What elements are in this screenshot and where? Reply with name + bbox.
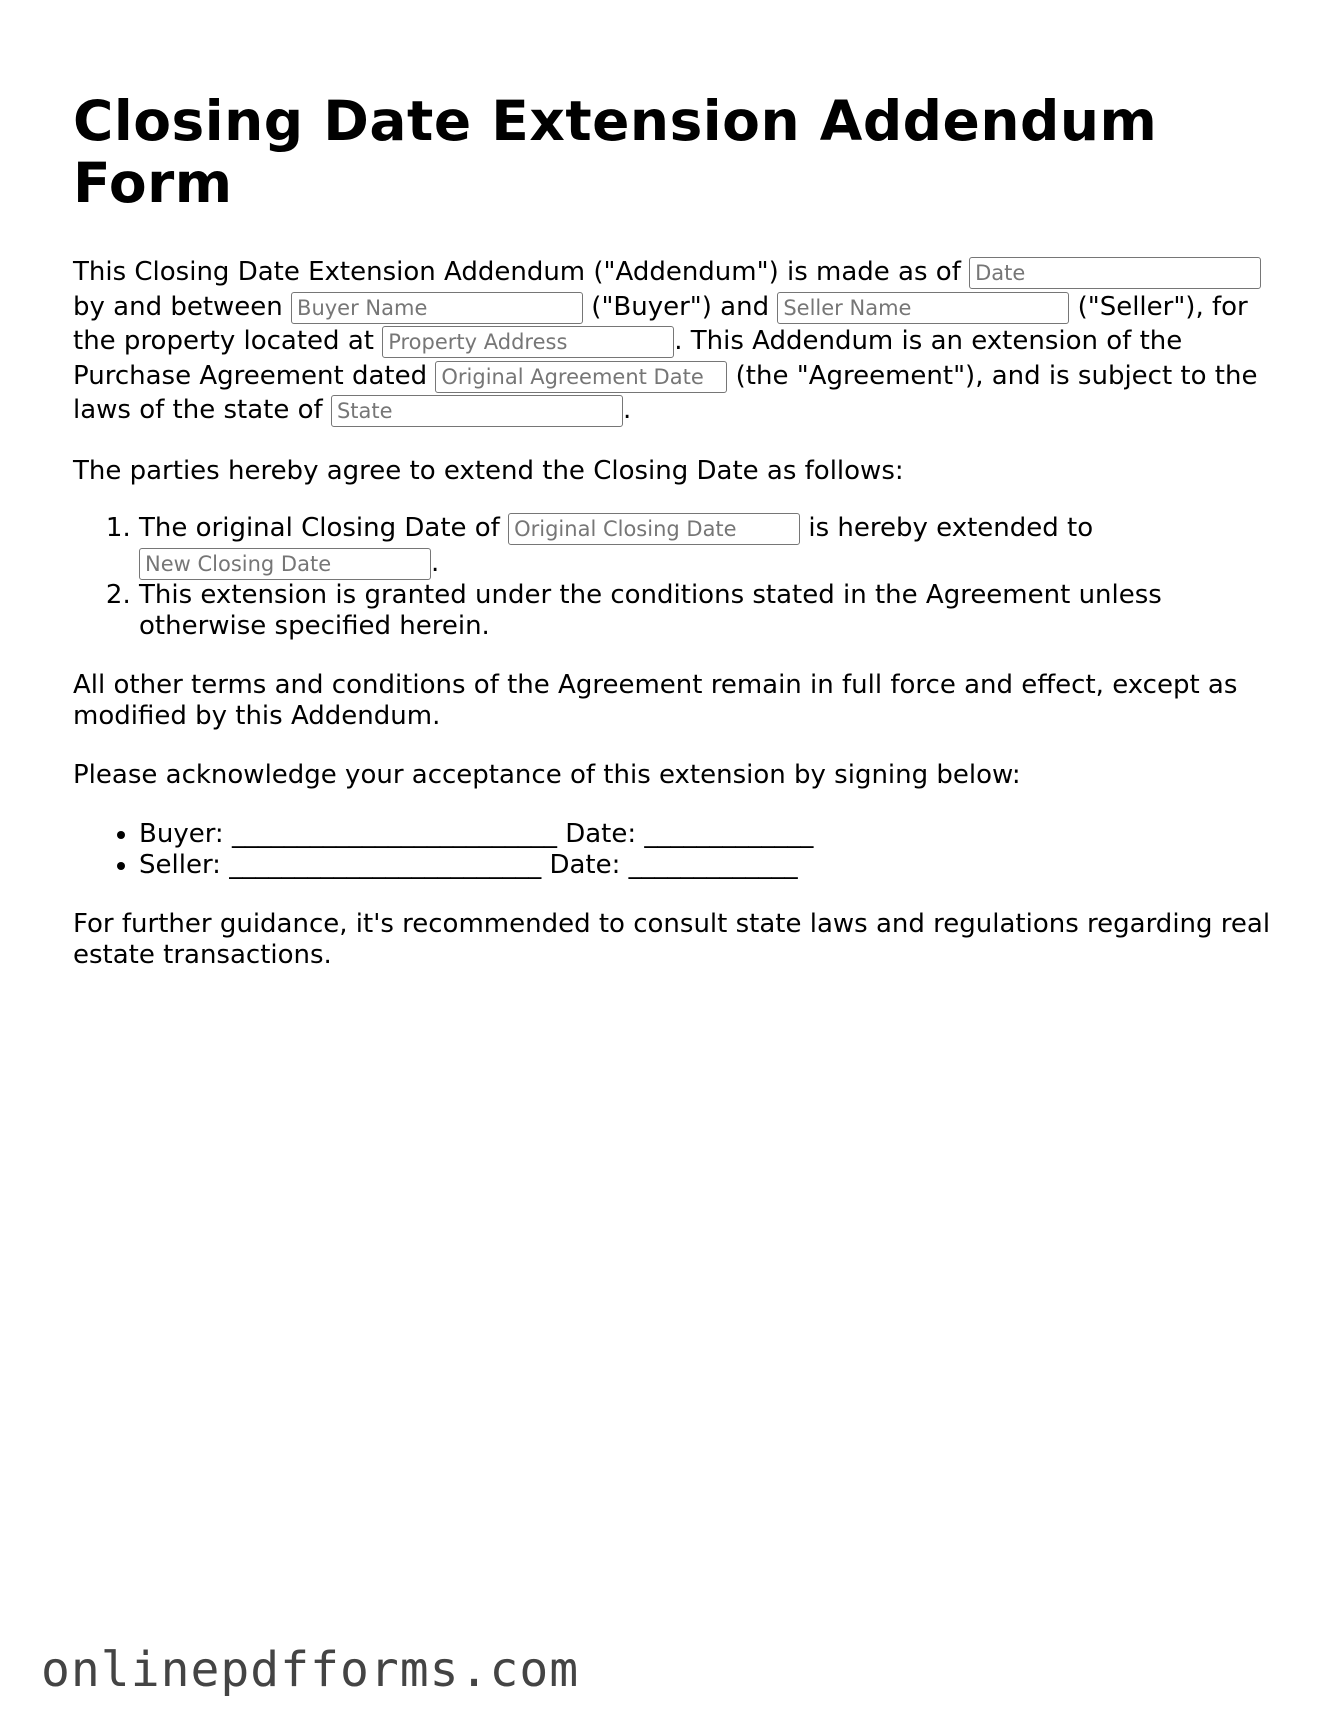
guidance-paragraph: For further guidance, it's recommended to consult state laws and regulations regarding real estate transactions.	[73, 909, 1271, 971]
signature-list	[73, 819, 1273, 881]
page-title: Closing Date Extension Addendum Form	[73, 89, 1158, 215]
seller-name-input[interactable]	[777, 292, 1069, 324]
original-agreement-date-input[interactable]	[435, 361, 727, 393]
state-input[interactable]	[331, 395, 623, 427]
terms-list	[73, 511, 1273, 642]
watermark: onlinepdfforms.com	[41, 1642, 580, 1698]
term-1-text-a: The original Closing Date of	[139, 512, 509, 543]
buyer-name-input[interactable]	[291, 292, 583, 324]
seller-signature-line: • Seller: ________________________ Date: _____________	[139, 850, 1273, 881]
intro-text-7: .	[622, 395, 632, 426]
intro-paragraph	[73, 255, 1273, 428]
term-1-text-c: .	[431, 547, 440, 578]
intro-text-6: (the "Agreement"), and is subject to the laws of the state of	[73, 360, 1258, 426]
new-closing-date-input[interactable]	[139, 548, 431, 580]
list-item: 2. This extension is granted under the conditions stated in the Agreement unless otherwise specified herein.	[139, 580, 1273, 642]
list-item	[139, 511, 1273, 580]
original-closing-date-input[interactable]	[508, 513, 800, 545]
intro-text-2: by and between	[73, 291, 292, 322]
intro-text-5: . This Addendum is an extension of the Purchase Agreement dated	[73, 326, 1183, 391]
intro-text-3: ("Buyer") and	[583, 291, 778, 322]
agree-paragraph: The parties hereby agree to extend the Closing Date as follows:	[73, 455, 904, 486]
date-input[interactable]	[969, 257, 1261, 289]
buyer-signature-line: • Buyer: _________________________ Date: _____________	[139, 819, 1273, 850]
other-terms-paragraph: All other terms and conditions of the Agreement remain in full force and effect, except as modified by this Addendum.	[73, 670, 1238, 732]
term-1-text-b: is hereby extended to	[800, 512, 1094, 543]
intro-text-1: This Closing Date Extension Addendum ("Addendum") is made as of	[73, 257, 970, 287]
intro-text-4: ("Seller"), for the property located at	[73, 291, 1248, 357]
property-address-input[interactable]	[382, 326, 674, 358]
acknowledge-paragraph: Please acknowledge your acceptance of this extension by signing below:	[73, 760, 1021, 791]
document-page	[73, 90, 1273, 971]
